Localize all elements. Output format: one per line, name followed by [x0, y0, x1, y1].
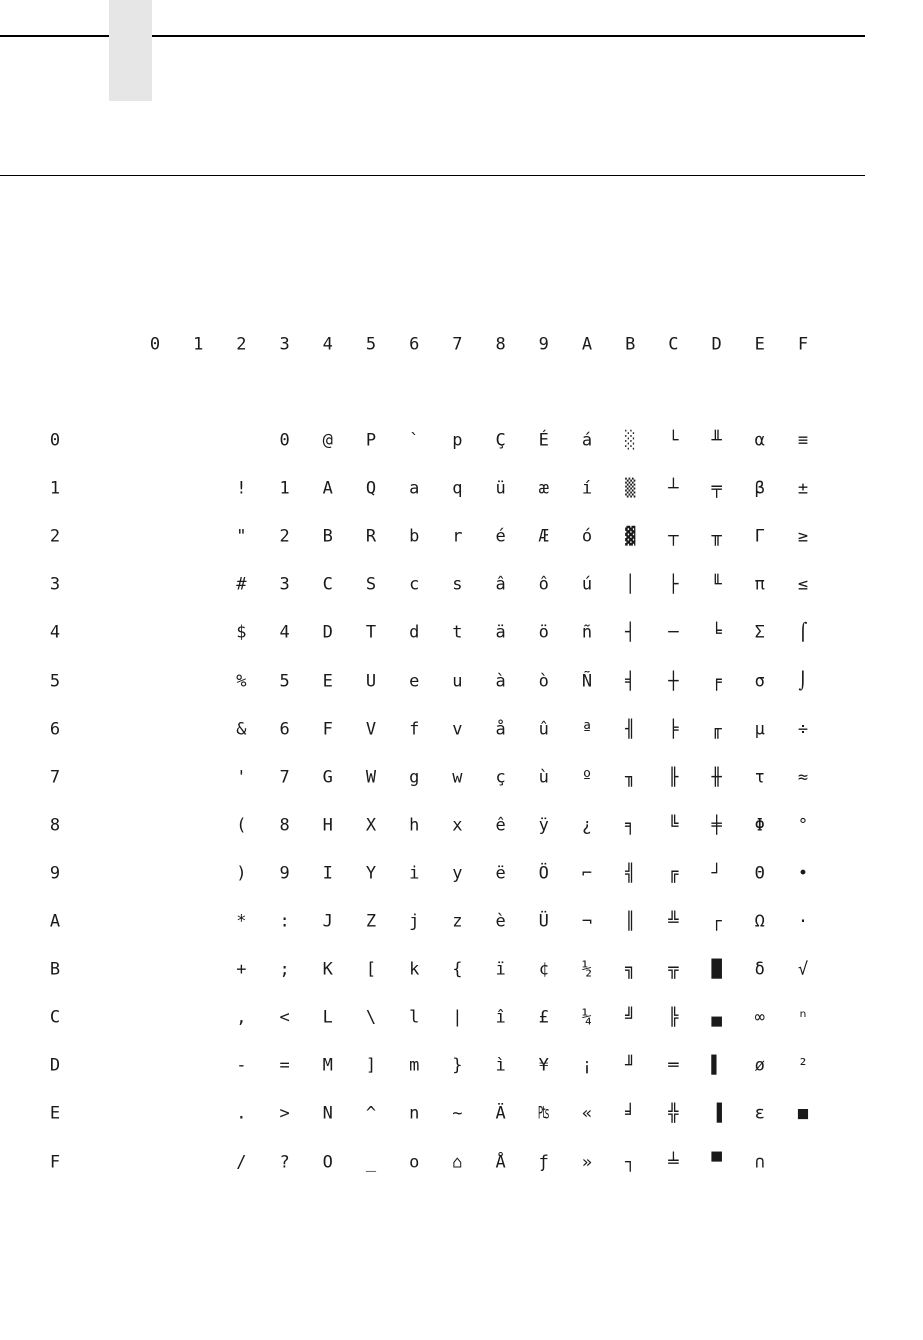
character-cell: ╞: [668, 719, 679, 740]
character-cell: ╫: [711, 767, 722, 788]
column-header: C: [668, 334, 679, 355]
character-cell: ╩: [668, 911, 679, 932]
character-cell: *: [236, 911, 247, 932]
row-header: B: [49, 959, 61, 980]
character-cell: ñ: [581, 622, 593, 643]
character-cell: X: [365, 815, 377, 836]
character-cell: à: [495, 671, 506, 691]
character-cell: ├: [668, 574, 679, 595]
character-cell: ₧: [538, 1103, 549, 1124]
character-cell: %: [236, 671, 247, 691]
character-cell: ■: [797, 1103, 809, 1124]
character-cell: Ñ: [581, 671, 593, 691]
character-cell: c: [409, 574, 420, 595]
character-cell: <: [279, 1007, 290, 1028]
character-cell: ë: [495, 863, 506, 884]
character-cell: æ: [538, 478, 549, 499]
character-cell: W: [365, 767, 377, 788]
character-cell: \: [365, 1007, 377, 1028]
character-cell: .: [236, 1103, 247, 1124]
column-header: 2: [236, 334, 247, 355]
character-cell: ¼: [581, 1007, 593, 1028]
row-header: 2: [49, 526, 61, 547]
column-header: 5: [365, 334, 377, 355]
character-cell: J: [322, 911, 333, 932]
character-cell: 1: [279, 478, 290, 499]
character-cell: ╡: [625, 671, 636, 691]
character-cell: N: [322, 1103, 333, 1124]
character-cell: ó: [581, 526, 593, 547]
character-cell: î: [495, 1007, 506, 1028]
character-cell: Γ: [754, 526, 765, 547]
character-cell: &: [236, 719, 247, 740]
character-cell: A: [322, 478, 333, 499]
character-cell: ╙: [711, 574, 722, 595]
character-cell: ¢: [538, 959, 549, 980]
character-cell: ║: [625, 911, 636, 932]
character-cell: ¡: [581, 1055, 593, 1076]
character-cell: β: [754, 478, 765, 499]
character-cell: ┬: [668, 526, 679, 547]
character-cell: ╠: [668, 1007, 679, 1028]
column-header: B: [625, 334, 636, 355]
character-cell: º: [581, 767, 593, 788]
character-cell: Q: [365, 478, 377, 499]
character-cell: ▒: [625, 478, 636, 499]
character-cell: ─: [668, 622, 679, 643]
character-cell: F: [322, 719, 333, 740]
character-cell: z: [452, 911, 463, 932]
character-cell: (: [236, 815, 247, 836]
character-cell: s: [452, 574, 463, 595]
character-cell: @: [322, 430, 333, 451]
character-cell: ╕: [625, 815, 636, 836]
character-cell: I: [322, 863, 333, 884]
row-header: 0: [49, 430, 61, 451]
character-cell: 2: [279, 526, 290, 547]
character-cell: 7: [279, 767, 290, 788]
character-cell: ): [236, 863, 247, 884]
character-cell: ╝: [625, 1007, 636, 1028]
character-cell: P: [365, 430, 377, 451]
character-cell: ∩: [754, 1152, 765, 1172]
character-cell: Θ: [754, 863, 765, 884]
character-cell: Y: [365, 863, 377, 884]
character-cell: ½: [581, 959, 593, 980]
character-cell: ╛: [625, 1103, 636, 1124]
column-header: 0: [149, 334, 161, 355]
character-cell: ⌠: [797, 622, 809, 643]
character-cell: ╥: [711, 526, 722, 547]
character-cell: ä: [495, 622, 506, 643]
character-cell: x: [452, 815, 463, 836]
column-header: 8: [495, 334, 506, 355]
character-cell: ≤: [797, 574, 809, 595]
row-header: 6: [49, 719, 61, 740]
character-cell: ÷: [797, 719, 809, 740]
character-cell: B: [322, 526, 333, 547]
row-header: 9: [49, 863, 61, 884]
character-cell: o: [409, 1152, 420, 1172]
character-cell: ≡: [797, 430, 809, 451]
character-cell: │: [625, 574, 636, 595]
row-header: F: [49, 1152, 61, 1172]
character-cell: G: [322, 767, 333, 788]
character-cell: é: [495, 526, 506, 547]
character-cell: á: [581, 430, 593, 451]
character-cell: ╗: [625, 959, 636, 980]
character-cell: Σ: [754, 622, 765, 643]
character-cell: ╟: [668, 767, 679, 788]
character-cell: ▐: [711, 1103, 722, 1124]
character-cell: w: [452, 767, 463, 788]
row-header: E: [49, 1103, 61, 1124]
row-header: 7: [49, 767, 61, 788]
character-cell: i: [409, 863, 420, 884]
character-cell: $: [236, 622, 247, 643]
character-cell: ]: [365, 1055, 377, 1076]
character-cell: Ω: [754, 911, 765, 932]
character-cell: q: [452, 478, 463, 499]
character-cell: 8: [279, 815, 290, 836]
character-cell: v: [452, 719, 463, 740]
row-header: 3: [49, 574, 61, 595]
character-cell: ╘: [711, 622, 722, 643]
character-cell: k: [409, 959, 420, 980]
character-cell: Ü: [538, 911, 549, 932]
character-cell: É: [538, 430, 549, 451]
character-cell: K: [322, 959, 333, 980]
character-cell: ù: [538, 767, 549, 788]
character-cell: b: [409, 526, 420, 547]
character-cell: {: [452, 959, 463, 980]
character-cell: ┘: [711, 863, 722, 884]
character-cell: Ö: [538, 863, 549, 884]
character-cell: ε: [754, 1103, 765, 1124]
character-cell: â: [495, 574, 506, 595]
character-cell: /: [236, 1152, 247, 1172]
character-cell: ≈: [797, 767, 809, 788]
character-cell: f: [409, 719, 420, 740]
character-cell: £: [538, 1007, 549, 1028]
character-cell: S: [365, 574, 377, 595]
column-header: 7: [452, 334, 463, 355]
character-cell: ·: [797, 911, 809, 932]
row-header: A: [49, 911, 61, 932]
character-cell: ▄: [711, 1007, 722, 1028]
character-cell: ü: [495, 478, 506, 499]
character-cell: >: [279, 1103, 290, 1124]
row-header: 5: [49, 671, 61, 691]
character-cell: `: [409, 430, 420, 451]
character-cell: ┴: [668, 478, 679, 499]
character-cell: ¬: [581, 911, 593, 932]
character-cell: ê: [495, 815, 506, 836]
character-cell: L: [322, 1007, 333, 1028]
character-cell: T: [365, 622, 377, 643]
character-cell: y: [452, 863, 463, 884]
column-header: 4: [322, 334, 333, 355]
character-cell: ú: [581, 574, 593, 595]
character-cell: e: [409, 671, 420, 691]
column-header: A: [581, 334, 593, 355]
character-cell: █: [711, 959, 722, 980]
character-cell: Φ: [754, 815, 765, 836]
character-cell: ▌: [711, 1055, 722, 1076]
character-cell: p: [452, 430, 463, 451]
character-cell: m: [409, 1055, 420, 1076]
character-cell: π: [754, 574, 765, 595]
character-cell: ╢: [625, 719, 636, 740]
character-cell: «: [581, 1103, 593, 1124]
character-cell: ╣: [625, 863, 636, 884]
character-cell: •: [797, 863, 809, 884]
character-cell: 6: [279, 719, 290, 740]
row-header: D: [49, 1055, 61, 1076]
character-cell: =: [279, 1055, 290, 1076]
character-cell: 5: [279, 671, 290, 691]
character-cell: }: [452, 1055, 463, 1076]
column-header: 1: [193, 334, 204, 355]
column-header: 6: [409, 334, 420, 355]
column-header: F: [797, 334, 809, 355]
character-cell: ╖: [625, 767, 636, 788]
character-cell: δ: [754, 959, 765, 980]
character-cell: [: [365, 959, 377, 980]
character-cell: V: [365, 719, 377, 740]
character-cell: ?: [279, 1152, 290, 1172]
character-cell: ö: [538, 622, 549, 643]
character-cell: å: [495, 719, 506, 740]
character-cell: ƒ: [538, 1152, 549, 1172]
character-cell: √: [797, 959, 809, 980]
character-cell: ô: [538, 574, 549, 595]
character-cell: Ä: [495, 1103, 506, 1124]
character-cell: ┐: [625, 1152, 636, 1172]
column-header: E: [754, 334, 765, 355]
character-cell: Å: [495, 1152, 506, 1172]
character-cell: O: [322, 1152, 333, 1172]
character-cell: ç: [495, 767, 506, 788]
character-cell: r: [452, 526, 463, 547]
character-cell: j: [409, 911, 420, 932]
character-cell: └: [668, 430, 679, 451]
character-cell: ,: [236, 1007, 247, 1028]
character-cell: ╬: [668, 1103, 679, 1124]
character-cell: ì: [495, 1055, 506, 1076]
character-cell: 0: [279, 430, 290, 451]
character-cell: ╚: [668, 815, 679, 836]
column-header: 9: [538, 334, 549, 355]
character-cell: ▀: [711, 1152, 722, 1172]
character-cell: !: [236, 478, 247, 499]
character-cell: ╓: [711, 719, 722, 740]
character-cell: M: [322, 1055, 333, 1076]
character-cell: n: [409, 1103, 420, 1124]
character-cell: ⌂: [452, 1152, 463, 1172]
character-cell: ¿: [581, 815, 593, 836]
character-cell: ⁿ: [797, 1007, 809, 1028]
row-header: 1: [49, 478, 61, 499]
character-cell: ": [236, 526, 247, 547]
character-cell: ▓: [625, 526, 636, 547]
character-cell: ²: [797, 1055, 809, 1076]
character-cell: û: [538, 719, 549, 740]
character-cell: ø: [754, 1055, 765, 1076]
character-cell: |: [452, 1007, 463, 1028]
character-cell: ï: [495, 959, 506, 980]
character-cell: 3: [279, 574, 290, 595]
character-cell: -: [236, 1055, 247, 1076]
row-header: 8: [49, 815, 61, 836]
character-cell: _: [365, 1152, 377, 1172]
character-cell: ^: [365, 1103, 377, 1124]
character-cell: ∞: [754, 1007, 765, 1028]
character-cell: R: [365, 526, 377, 547]
column-header: D: [711, 334, 722, 355]
character-cell: ò: [538, 671, 549, 691]
column-header: 3: [279, 334, 290, 355]
character-cell: ┌: [711, 911, 722, 932]
character-cell: ╦: [668, 959, 679, 980]
character-cell: ╪: [711, 815, 722, 836]
character-cell: l: [409, 1007, 420, 1028]
character-cell: τ: [754, 767, 765, 788]
character-cell: »: [581, 1152, 593, 1172]
character-cell: E: [322, 671, 333, 691]
character-cell: U: [365, 671, 377, 691]
character-cell: ±: [797, 478, 809, 499]
character-cell: g: [409, 767, 420, 788]
character-cell: ⌐: [581, 863, 593, 884]
character-cell: t: [452, 622, 463, 643]
character-cell: ═: [668, 1055, 679, 1076]
character-cell: 9: [279, 863, 290, 884]
character-cell: ⌡: [797, 671, 809, 691]
character-cell: ░: [625, 430, 636, 451]
character-cell: µ: [754, 719, 765, 740]
character-cell: d: [409, 622, 420, 643]
character-cell: ~: [452, 1103, 463, 1124]
character-cell: í: [581, 478, 593, 499]
character-cell: C: [322, 574, 333, 595]
row-header: C: [49, 1007, 61, 1028]
character-cell: ╤: [711, 478, 722, 499]
character-cell: Z: [365, 911, 377, 932]
character-cell: ╨: [711, 430, 722, 451]
character-cell: ;: [279, 959, 290, 980]
character-cell: ┤: [625, 622, 636, 643]
character-cell: ┼: [668, 671, 679, 691]
character-cell: :: [279, 911, 290, 932]
character-cell: Ç: [495, 430, 506, 451]
character-cell: D: [322, 622, 333, 643]
character-cell: ≥: [797, 526, 809, 547]
character-cell: ╜: [625, 1055, 636, 1076]
character-cell: ': [236, 767, 247, 788]
character-cell: ╧: [668, 1152, 679, 1172]
character-cell: H: [322, 815, 333, 836]
character-cell: ª: [581, 719, 593, 740]
character-cell: h: [409, 815, 420, 836]
character-cell: Æ: [538, 526, 549, 547]
character-cell: α: [754, 430, 765, 451]
character-cell: u: [452, 671, 463, 691]
character-cell: +: [236, 959, 247, 980]
character-cell: ╒: [711, 671, 722, 691]
character-cell: ¥: [538, 1055, 549, 1076]
character-cell: 4: [279, 622, 290, 643]
character-cell: ╔: [668, 863, 679, 884]
character-cell: ÿ: [538, 815, 549, 836]
character-cell: σ: [754, 671, 765, 691]
character-cell: #: [236, 574, 247, 595]
character-cell: è: [495, 911, 506, 932]
character-cell: a: [409, 478, 420, 499]
row-header: 4: [49, 622, 61, 643]
character-cell: °: [797, 815, 809, 836]
